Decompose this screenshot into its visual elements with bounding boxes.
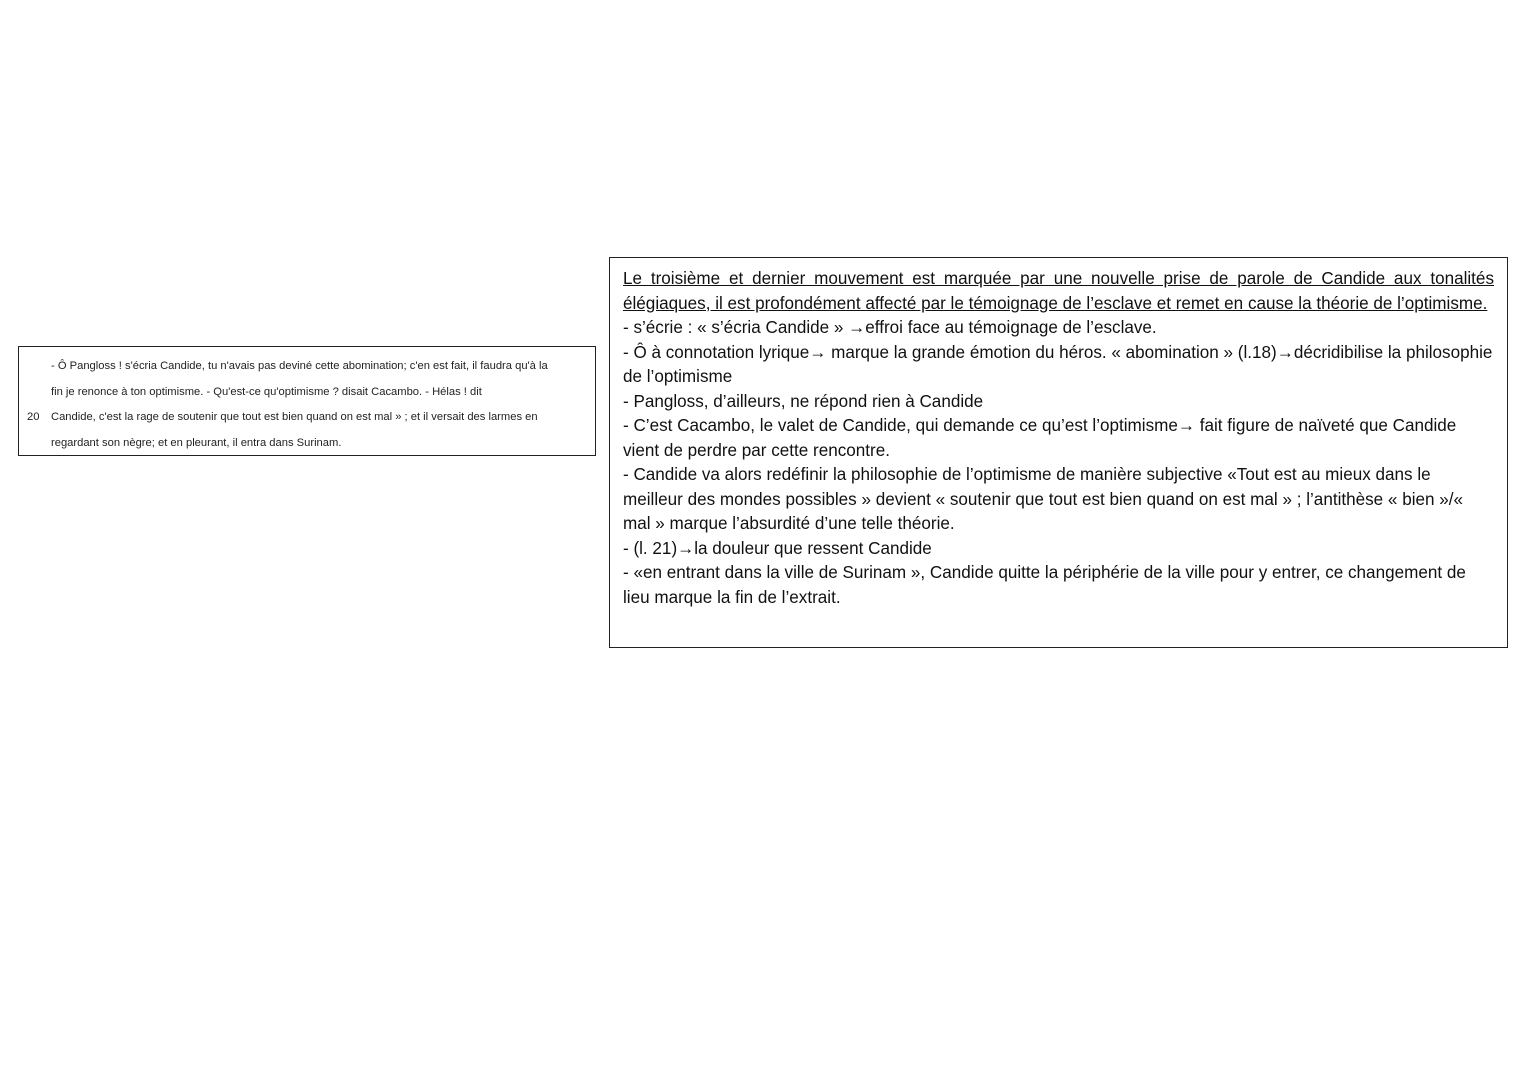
- excerpt-line: [27, 405, 587, 431]
- excerpt-line: [27, 431, 587, 457]
- analysis-point: - (l. 21)→la douleur que ressent Candide: [623, 538, 932, 558]
- excerpt-line: [27, 380, 587, 406]
- analysis-heading: Le troisième et dernier mouvement est marquée par une nouvelle prise de parole de Candide aux tonalités élégiaques, il est profondément affecté par le témoignage de l’esclave et remet en cause la théorie de l’optimisme.: [623, 269, 1494, 313]
- excerpt-box: [18, 346, 596, 456]
- analysis-point: - s’écrie : « s’écria Candide » →effroi face au témoignage de l’esclave.: [623, 318, 1157, 337]
- analysis-point: - Pangloss, d’ailleurs, ne répond rien à Candide: [623, 391, 984, 411]
- excerpt-line-text: - Ô Pangloss ! s'écria Candide, tu n'avais pas deviné cette abomination; c'en est fait, il faudra qu'à la: [51, 360, 548, 372]
- excerpt-line-text: Candide, c'est la rage de soutenir que tout est bien quand on est mal » ; et il versait des larmes en: [51, 411, 538, 423]
- excerpt-line: [27, 354, 587, 380]
- analysis-text: [623, 267, 1494, 610]
- analysis-point: - «en entrant dans la ville de Surinam », Candide quitte la périphérie de la ville pour y entrer, ce changement de lieu marque la fin de l’extrait.: [623, 563, 1466, 607]
- excerpt-line-text: regardant son nègre; et en pleurant, il entra dans Surinam.: [51, 436, 342, 449]
- analysis-point: - Ô à connotation lyrique→ marque la grande émotion du héros. « abomination » (l.18)→décridibilise la philosophie de l’optimisme: [623, 342, 1493, 386]
- analysis-point: - Candide va alors redéfinir la philosophie de l’optimisme de manière subjective «Tout est au mieux dans le meilleur des mondes possibles » devient « soutenir que tout est bien quand on est mal » ; l’antithèse « bien »/« mal » marque l’absurdité d’une telle théorie.: [623, 465, 1464, 533]
- line-number: 20: [27, 411, 40, 423]
- analysis-point: - C’est Cacambo, le valet de Candide, qui demande ce qu’est l’optimisme→ fait figure de naïveté que Candide vient de perdre par cette rencontre.: [623, 416, 1457, 460]
- excerpt-line-text: fin je renonce à ton optimisme. - Qu'est-ce qu'optimisme ? disait Cacambo. - Hélas ! dit: [51, 385, 482, 398]
- analysis-box: [609, 257, 1508, 648]
